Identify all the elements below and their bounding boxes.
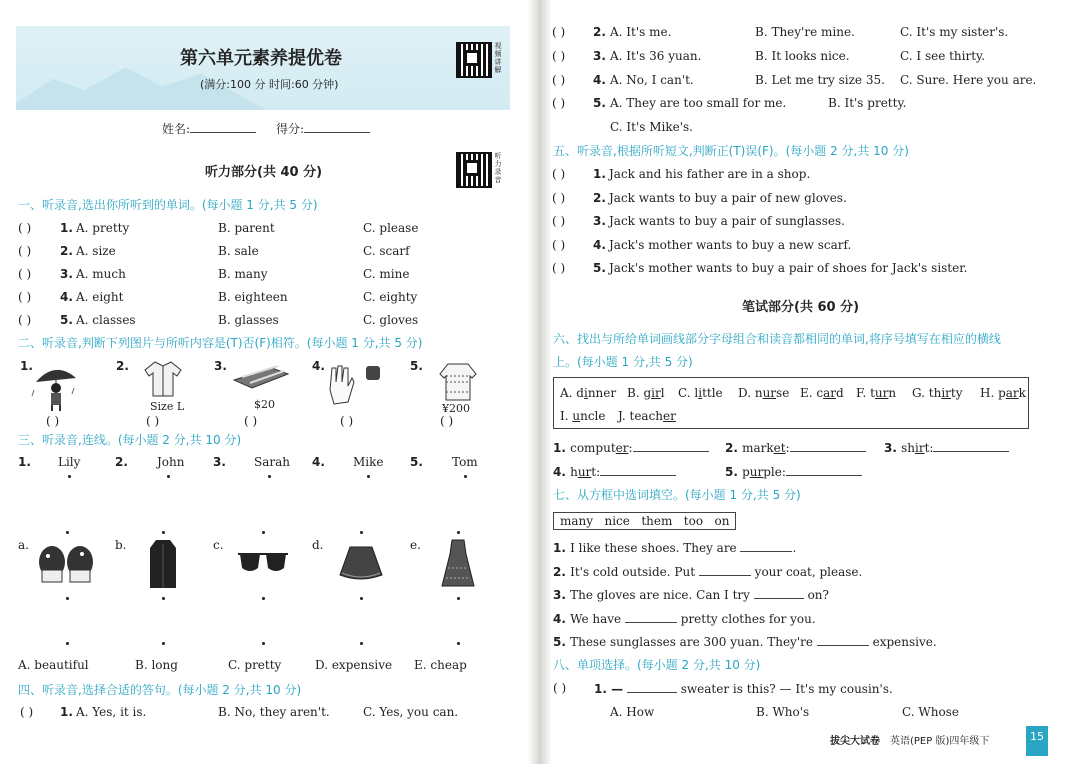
s3-num-3: 3. [213, 455, 226, 469]
s6-word-1-post: nner [587, 386, 617, 400]
s6-q-num-3: 3. [884, 441, 902, 455]
s6-word-5-post: d [836, 386, 844, 400]
shirt-icon [143, 360, 183, 398]
s6-answer-line-4[interactable] [600, 464, 676, 476]
mittens-icon [36, 540, 96, 586]
s6-q-pre-4: h [570, 465, 578, 479]
section-5-title: 五、听录音,根据所听短文,判断正(T)误(F)。(每小题 2 分,共 10 分) [553, 144, 909, 158]
s8-opt-b: B. Who's [756, 705, 810, 719]
s3-pic-dot-bottom-3[interactable] [262, 597, 265, 600]
s1-num-5: 5. [60, 313, 73, 327]
s7-text-a-2: It's cold outside. Put [570, 564, 699, 579]
s3-adj-4: D. expensive [315, 658, 393, 672]
s6-q-under-2: et [773, 441, 786, 455]
s6-q-under-1: er [615, 441, 629, 455]
answer-blank-s1-2[interactable]: ( ) [18, 244, 32, 258]
s7-text-a-3: The gloves are nice. Can I try [570, 588, 754, 602]
s3-name-5: Tom [452, 455, 478, 469]
s6-word-9 [560, 409, 606, 423]
s4-opt-5b: B. It's pretty. [828, 96, 907, 110]
s8-opt-a: A. How [610, 705, 655, 719]
s6-word-9-underlined: u [572, 409, 581, 423]
footer-book: 英语(PEP 版)四年级下 [890, 736, 990, 747]
footer-brand: 拔尖大试卷 [830, 736, 880, 747]
s4-opt-2c: C. It's my sister's. [900, 25, 1009, 39]
video-qr-code[interactable] [456, 42, 492, 78]
s6-word-7-pre: G. th [912, 386, 942, 400]
s6-question-1 [553, 440, 709, 455]
s3-pic-dot-top-5[interactable] [457, 531, 460, 534]
answer-blank-s5-3[interactable]: ( ) [552, 214, 566, 228]
skirt-icon [338, 545, 384, 585]
s6-question-4 [553, 464, 676, 479]
video-qr-label: 视频讲解 [494, 42, 502, 74]
s4-num-4: 4. [593, 73, 606, 87]
writing-title: 笔试部分(共 60 分) [742, 300, 860, 315]
s6-word-8 [980, 386, 1026, 400]
s5-statement-5: Jack's mother wants to buy a pair of shoes for Jack's sister. [609, 261, 968, 275]
caption-price-usd: $20 [254, 398, 275, 411]
s6-word-1 [560, 386, 616, 400]
name-field[interactable]: 姓名: [162, 120, 256, 137]
s1-num-2: 2. [60, 244, 73, 258]
s1-opt-1b: B. parent [218, 221, 275, 235]
s1-opt-5b: B. glasses [218, 313, 279, 327]
s6-word-5-pre: E. c [800, 386, 824, 400]
s1-opt-5a: A. classes [76, 313, 136, 327]
s1-opt-1a: A. pretty [76, 221, 130, 235]
answer-blank-s5-4[interactable]: ( ) [552, 237, 566, 252]
s4-opt-1c: C. Yes, you can. [363, 705, 459, 719]
s6-q-post-2: : [785, 441, 790, 455]
s6-q-post-4: t: [591, 465, 601, 479]
s5-num-1: 1. [593, 167, 606, 181]
book-gutter [528, 0, 552, 764]
s3-pic-dot-bottom-2[interactable] [162, 597, 165, 600]
s8-opt-c: C. Whose [902, 705, 959, 719]
s6-answer-line-1[interactable] [633, 440, 709, 452]
s3-name-1: Lily [58, 455, 81, 469]
s7-text-b-3: on? [803, 588, 829, 602]
sunglasses-icon [236, 550, 290, 576]
s6-question-3 [884, 440, 1009, 455]
pic-num-3: 3. [214, 359, 227, 373]
s7-text-a-1: I like these shoes. They are [570, 541, 741, 555]
s4-opt-3a: A. It's 36 yuan. [610, 49, 702, 63]
s6-word-3-pre: C. l [678, 386, 699, 400]
answer-blank-s8-1[interactable]: ( ) [553, 681, 567, 695]
answer-blank-s1-4[interactable]: ( ) [18, 290, 32, 304]
s1-opt-2c: C. scarf [363, 244, 410, 258]
answer-blank-s5-2[interactable]: ( ) [552, 190, 566, 205]
s1-opt-3a: A. much [76, 267, 126, 281]
s6-word-6-underlined: ur [874, 386, 889, 400]
s4-opt-5a: A. They are too small for me. [610, 96, 787, 110]
s6-answer-line-3[interactable] [933, 440, 1009, 452]
s3-letter-3: c. [213, 538, 224, 552]
s6-word-9-post: ncle [580, 409, 606, 423]
word-bank: many nice them too on [553, 512, 736, 530]
s7-sentence-5 [553, 634, 937, 649]
s6-q-post-5: ple: [763, 465, 786, 479]
pic-num-4: 4. [312, 359, 325, 373]
s3-pic-dot-bottom-1[interactable] [66, 597, 69, 600]
s6-q-post-3: t: [924, 441, 934, 455]
answer-blank-s4-5[interactable]: ( ) [552, 96, 566, 110]
scarf-icon [232, 364, 290, 392]
answer-blank-s5-5[interactable]: ( ) [552, 261, 566, 275]
s3-adj-dot-2[interactable] [162, 642, 165, 645]
s6-word-8-pre: H. p [980, 386, 1006, 400]
answer-blank-pic-1[interactable]: ( ) [46, 414, 60, 428]
caption-size: Size L [150, 400, 185, 413]
answer-blank-s1-5[interactable]: ( ) [18, 313, 32, 327]
s7-num-1: 1. [553, 541, 571, 555]
s3-name-dot-4[interactable] [367, 475, 370, 478]
s6-word-2-underlined: ir [651, 386, 661, 400]
s6-q-num-2: 2. [725, 441, 743, 455]
s3-letter-1: a. [18, 538, 29, 552]
s7-num-2: 2. [553, 564, 571, 579]
s6-word-4-underlined: ur [762, 386, 777, 400]
s6-q-post-1: : [628, 441, 633, 455]
s6-word-8-post: k [1018, 386, 1026, 400]
s3-pic-dot-top-4[interactable] [360, 531, 363, 534]
s1-opt-3b: B. many [218, 267, 268, 281]
answer-blank-pic-5[interactable]: ( ) [440, 414, 454, 428]
section-1-title: 一、听录音,选出你所听到的单词。(每小题 1 分,共 5 分) [18, 198, 318, 212]
s6-q-under-3: ir [914, 441, 925, 455]
s4-num-2: 2. [593, 25, 606, 39]
s5-statement-4: Jack's mother wants to buy a new scarf. [609, 237, 852, 252]
s1-opt-2b: B. sale [218, 244, 259, 258]
s6-word-2-post: l [660, 386, 665, 400]
s1-opt-3c: C. mine [363, 267, 410, 281]
s6-word-5-underlined: ar [823, 386, 836, 400]
s7-blank-1[interactable] [740, 540, 792, 552]
s7-num-5: 5. [553, 635, 571, 649]
s3-adj-dot-3[interactable] [262, 642, 265, 645]
s3-pic-dot-top-1[interactable] [66, 531, 69, 534]
s3-letter-2: b. [115, 538, 127, 552]
score-field[interactable]: 得分: [276, 120, 370, 137]
dress-icon [440, 538, 476, 590]
s7-text-b-5: expensive. [868, 635, 937, 649]
s4-opt-1a: A. Yes, it is. [76, 705, 147, 719]
s5-num-3: 3. [593, 214, 606, 228]
s6-word-10-pre: J. teach [618, 409, 664, 423]
s4-opt-2b: B. They're mine. [755, 25, 855, 39]
s7-blank-4[interactable] [625, 611, 677, 623]
s8-q1-blank[interactable] [627, 681, 677, 693]
s6-word-3-post: ttle [702, 386, 723, 400]
s6-question-5 [725, 464, 862, 479]
pic-num-2: 2. [116, 359, 129, 373]
section-6-title-line1: 六、找出与所给单词画线部分字母组合和读音都相同的单词,将序号填写在相应的横线 [553, 332, 1001, 346]
s3-name-dot-2[interactable] [167, 475, 170, 478]
s7-sentence-3 [553, 587, 829, 602]
answer-blank-s4-2[interactable]: ( ) [552, 25, 566, 39]
s6-word-4-pre: D. n [738, 386, 763, 400]
s6-word-4 [738, 386, 789, 400]
s4-opt-2a: A. It's me. [610, 25, 672, 39]
s7-sentence-1 [553, 540, 796, 555]
answer-blank-s4-1[interactable]: ( ) [20, 705, 34, 719]
s7-blank-5[interactable] [817, 634, 869, 646]
gloves-icon [326, 362, 386, 412]
s3-adj-5: E. cheap [414, 658, 467, 672]
s6-word-1-pre: A. d [560, 386, 584, 400]
section-3-title: 三、听录音,连线。(每小题 2 分,共 10 分) [18, 433, 242, 447]
s7-text-b-2: your coat, please. [750, 564, 863, 579]
s5-statement-2: Jack wants to buy a pair of new gloves. [609, 190, 847, 205]
s3-pic-dot-top-3[interactable] [262, 531, 265, 534]
s6-word-10 [618, 409, 676, 423]
section-8-title: 八、单项选择。(每小题 2 分,共 10 分) [553, 658, 761, 672]
answer-blank-pic-2[interactable]: ( ) [146, 414, 160, 428]
s7-text-b-4: pretty clothes for you. [676, 611, 816, 626]
page-number: 15 [1026, 726, 1048, 756]
s3-pic-dot-top-2[interactable] [162, 531, 165, 534]
s6-word-7-post: ty [950, 386, 963, 400]
s3-name-dot-3[interactable] [268, 475, 271, 478]
s5-num-4: 4. [593, 237, 606, 252]
answer-blank-s1-3[interactable]: ( ) [18, 267, 32, 281]
s6-answer-line-5[interactable] [786, 464, 862, 476]
s4-num-1: 1. [60, 705, 73, 719]
s5-num-5: 5. [593, 261, 606, 275]
s5-num-2: 2. [593, 190, 606, 205]
section-6-title-line2: 上。(每小题 1 分,共 5 分) [553, 355, 693, 369]
s3-letter-5: e. [410, 538, 421, 552]
s8-q1: 1. — sweater is this? — It's my cousin's. [594, 682, 893, 696]
s6-word-7-underlined: ir [941, 386, 951, 400]
s1-opt-1c: C. please [363, 221, 419, 235]
s6-word-9-pre: I. [560, 409, 573, 423]
s6-answer-line-2[interactable] [790, 440, 866, 452]
s6-word-5 [800, 386, 844, 400]
s7-blank-3[interactable] [754, 587, 804, 599]
s4-opt-4b: B. Let me try size 35. [755, 73, 885, 87]
s6-word-3 [678, 386, 723, 400]
caption-price-cny: ¥200 [442, 402, 470, 415]
s6-word-6 [856, 386, 896, 400]
page-subtitle: (满分:100 分 时间:60 分钟) [200, 78, 339, 91]
listening-title: 听力部分(共 40 分) [205, 165, 323, 180]
s3-name-3: Sarah [254, 455, 290, 469]
s1-opt-2a: A. size [76, 244, 116, 258]
s3-name-dot-5[interactable] [464, 475, 467, 478]
section-2-title: 二、听录音,判断下列图片与所听内容是(T)否(F)相符。(每小题 1 分,共 5 分) [18, 336, 423, 350]
s6-q-under-5: ur [749, 465, 764, 479]
answer-blank-pic-4[interactable]: ( ) [340, 414, 354, 428]
s6-word-1-underlined: i [583, 386, 588, 400]
s7-text-a-5: These sunglasses are 300 yuan. They're [570, 635, 817, 649]
s7-text-b-1: . [792, 541, 797, 555]
s6-word-10-underlined: er [663, 409, 676, 423]
s1-opt-4c: C. eighty [363, 290, 418, 304]
s6-q-num-5: 5. [725, 465, 743, 479]
s3-adj-dot-1[interactable] [66, 642, 69, 645]
s6-word-6-pre: F. t [856, 386, 875, 400]
pic-num-5: 5. [410, 359, 423, 373]
coat-icon [148, 538, 178, 590]
s6-q-pre-5: p [742, 465, 750, 479]
girl-umbrella-icon [30, 360, 80, 412]
s4-num-5: 5. [593, 96, 606, 110]
s3-letter-4: d. [312, 538, 324, 552]
s7-blank-2[interactable] [699, 564, 751, 576]
s1-num-1: 1. [60, 221, 73, 235]
pic-num-1: 1. [20, 359, 33, 373]
s4-num-3: 3. [593, 49, 606, 63]
section-4-title: 四、听录音,选择合适的答句。(每小题 2 分,共 10 分) [18, 683, 302, 697]
s5-statement-1: Jack and his father are in a shop. [609, 167, 811, 181]
s6-word-3-underlined: i [698, 386, 703, 400]
s7-sentence-4 [553, 611, 816, 626]
s3-adj-2: B. long [135, 658, 178, 672]
answer-blank-s1-1[interactable]: ( ) [18, 221, 32, 235]
s6-q-under-4: ur [577, 465, 592, 479]
s6-question-2 [725, 440, 866, 455]
s3-name-2: John [157, 455, 185, 469]
s3-pic-dot-bottom-5[interactable] [457, 597, 460, 600]
sweater-icon [438, 360, 478, 402]
s3-num-2: 2. [115, 455, 128, 469]
audio-qr-code[interactable] [456, 152, 492, 188]
s3-num-4: 4. [312, 455, 325, 469]
s6-word-8-underlined: ar [1005, 386, 1019, 400]
s4-opt-3c: C. I see thirty. [900, 49, 986, 63]
s6-word-7 [912, 386, 963, 400]
answer-blank-s5-1[interactable]: ( ) [552, 167, 566, 181]
s4-opt-5c: C. It's Mike's. [610, 120, 693, 134]
s7-sentence-2 [553, 564, 862, 579]
s4-opt-4c: C. Sure. Here you are. [900, 73, 1037, 87]
s7-num-3: 3. [553, 588, 571, 602]
s1-num-3: 3. [60, 267, 73, 281]
s7-num-4: 4. [553, 611, 571, 626]
s4-opt-3b: B. It looks nice. [755, 49, 850, 63]
s3-adj-3: C. pretty [228, 658, 282, 672]
answer-blank-s4-4[interactable]: ( ) [552, 73, 566, 87]
s3-adj-dot-4[interactable] [360, 642, 363, 645]
s3-adj-dot-5[interactable] [457, 642, 460, 645]
s1-opt-5c: C. gloves [363, 313, 419, 327]
section-7-title: 七、从方框中选词填空。(每小题 1 分,共 5 分) [553, 488, 801, 502]
s1-opt-4a: A. eight [76, 290, 124, 304]
s3-name-dot-1[interactable] [68, 475, 71, 478]
page-title: 第六单元素养提优卷 [180, 48, 342, 69]
answer-blank-s4-3[interactable]: ( ) [552, 49, 566, 63]
s6-q-num-4: 4. [553, 465, 571, 479]
s6-q-pre-1: comput [570, 441, 616, 455]
s1-opt-4b: B. eighteen [218, 290, 288, 304]
s3-num-5: 5. [410, 455, 423, 469]
s6-word-6-post: n [888, 386, 897, 400]
s3-num-1: 1. [18, 455, 31, 469]
s1-num-4: 4. [60, 290, 73, 304]
s6-word-2 [627, 386, 665, 400]
s6-word-4-post: se [776, 386, 790, 400]
s4-opt-4a: A. No, I can't. [610, 73, 694, 87]
s3-name-4: Mike [353, 455, 384, 469]
s6-q-pre-2: mark [742, 441, 774, 455]
s3-pic-dot-bottom-4[interactable] [360, 597, 363, 600]
answer-blank-pic-3[interactable]: ( ) [244, 414, 258, 428]
s3-adj-1: A. beautiful [18, 658, 89, 672]
audio-qr-label: 听力录音 [494, 152, 502, 184]
s6-q-num-1: 1. [553, 441, 571, 455]
s4-opt-1b: B. No, they aren't. [218, 705, 330, 719]
s6-word-2-pre: B. g [627, 386, 652, 400]
s6-q-pre-3: sh [901, 441, 915, 455]
s7-text-a-4: We have [570, 611, 625, 626]
s5-statement-3: Jack wants to buy a pair of sunglasses. [609, 214, 845, 228]
